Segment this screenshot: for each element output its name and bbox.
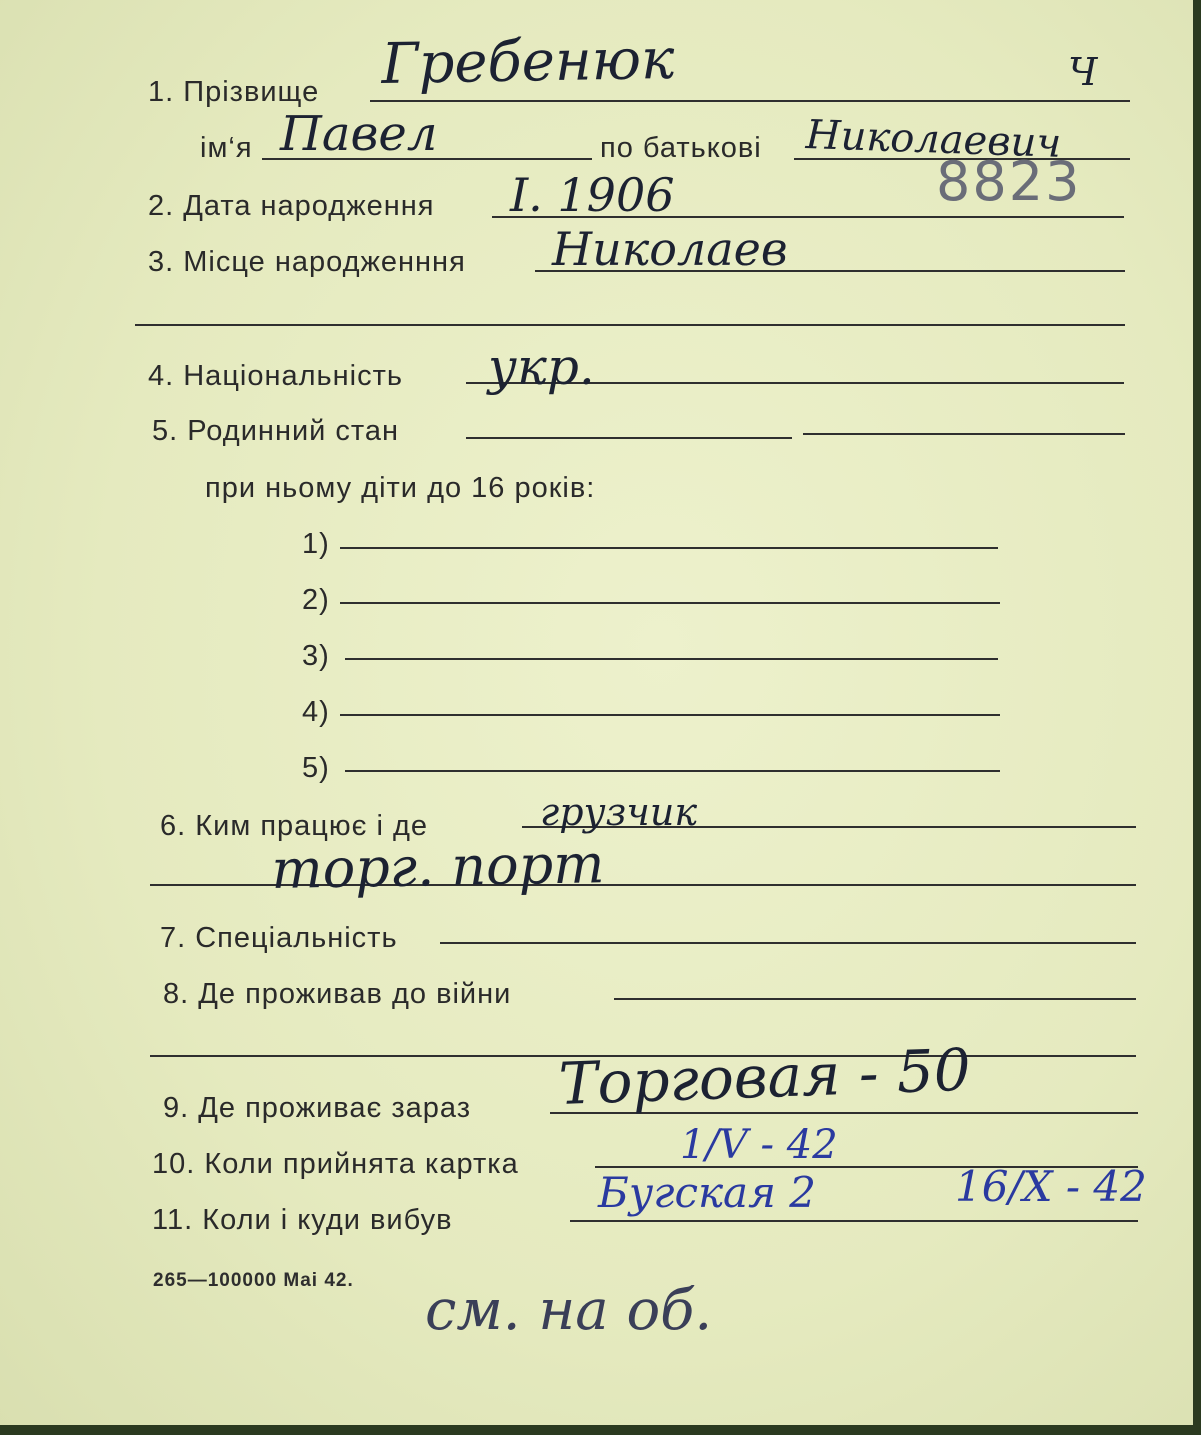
card-edge-bottom: [0, 1425, 1201, 1435]
child-5-line: [345, 770, 1000, 772]
marital-line-1: [466, 437, 792, 439]
work-label: 6. Ким працює і де: [160, 810, 429, 842]
accepted-label: 10. Коли прийнята картка: [152, 1148, 519, 1180]
surname-line: [370, 100, 1130, 102]
current-label: 9. Де проживає зараз: [163, 1092, 472, 1124]
name-label: ім‘я: [200, 132, 253, 164]
children-label: при ньому діти до 16 років:: [205, 472, 596, 504]
name-value: Павел: [280, 106, 438, 162]
child-4-label: 4): [302, 696, 330, 728]
print-code: 265—100000 Mai 42.: [153, 1270, 354, 1291]
dob-label: 2. Дата народження: [148, 190, 435, 222]
bottom-note: см. на об.: [425, 1278, 713, 1343]
child-1-line: [340, 547, 998, 549]
pob-label: 3. Місце народженння: [148, 246, 466, 278]
surname-label: 1. Прізвище: [148, 76, 320, 108]
left-label: 11. Коли і куди вибув: [152, 1204, 453, 1236]
record-number-pencil: 8823: [936, 150, 1082, 213]
card-edge-right: [1193, 0, 1201, 1435]
dob-value: I. 1906: [510, 168, 675, 222]
left-place-value: Бугская 2: [598, 1168, 816, 1217]
specialty-label: 7. Спеціальність: [160, 922, 398, 954]
prewar-label: 8. Де проживав до війни: [163, 978, 512, 1010]
child-3-label: 3): [302, 640, 330, 672]
child-3-line: [345, 658, 998, 660]
work-value-2: торг. порт: [270, 832, 605, 901]
left-line: [570, 1220, 1138, 1222]
specialty-line: [440, 942, 1136, 944]
child-5-label: 5): [302, 752, 330, 784]
nationality-label: 4. Національність: [148, 360, 404, 392]
current-value: Торговая - 50: [557, 1035, 972, 1118]
left-date-value: 16/X - 42: [955, 1162, 1147, 1211]
surname-mark: Ч: [1068, 50, 1098, 94]
nationality-value: укр.: [488, 338, 595, 396]
surname-value: Гребенюк: [380, 26, 675, 97]
child-2-label: 2): [302, 584, 330, 616]
child-2-line: [340, 602, 1000, 604]
marital-label: 5. Родинний стан: [152, 415, 400, 447]
pob-value: Николаев: [552, 222, 788, 276]
accepted-value: 1/V - 42: [680, 1122, 838, 1168]
patronymic-value: Николаевич: [805, 112, 1062, 167]
marital-line-2: [803, 433, 1125, 435]
child-1-label: 1): [302, 528, 330, 560]
child-4-line: [340, 714, 1000, 716]
work-value-1: грузчик: [540, 790, 698, 834]
prewar-line: [614, 998, 1136, 1000]
patronymic-label: по батькові: [600, 132, 762, 164]
pob-extra-line: [135, 324, 1125, 326]
